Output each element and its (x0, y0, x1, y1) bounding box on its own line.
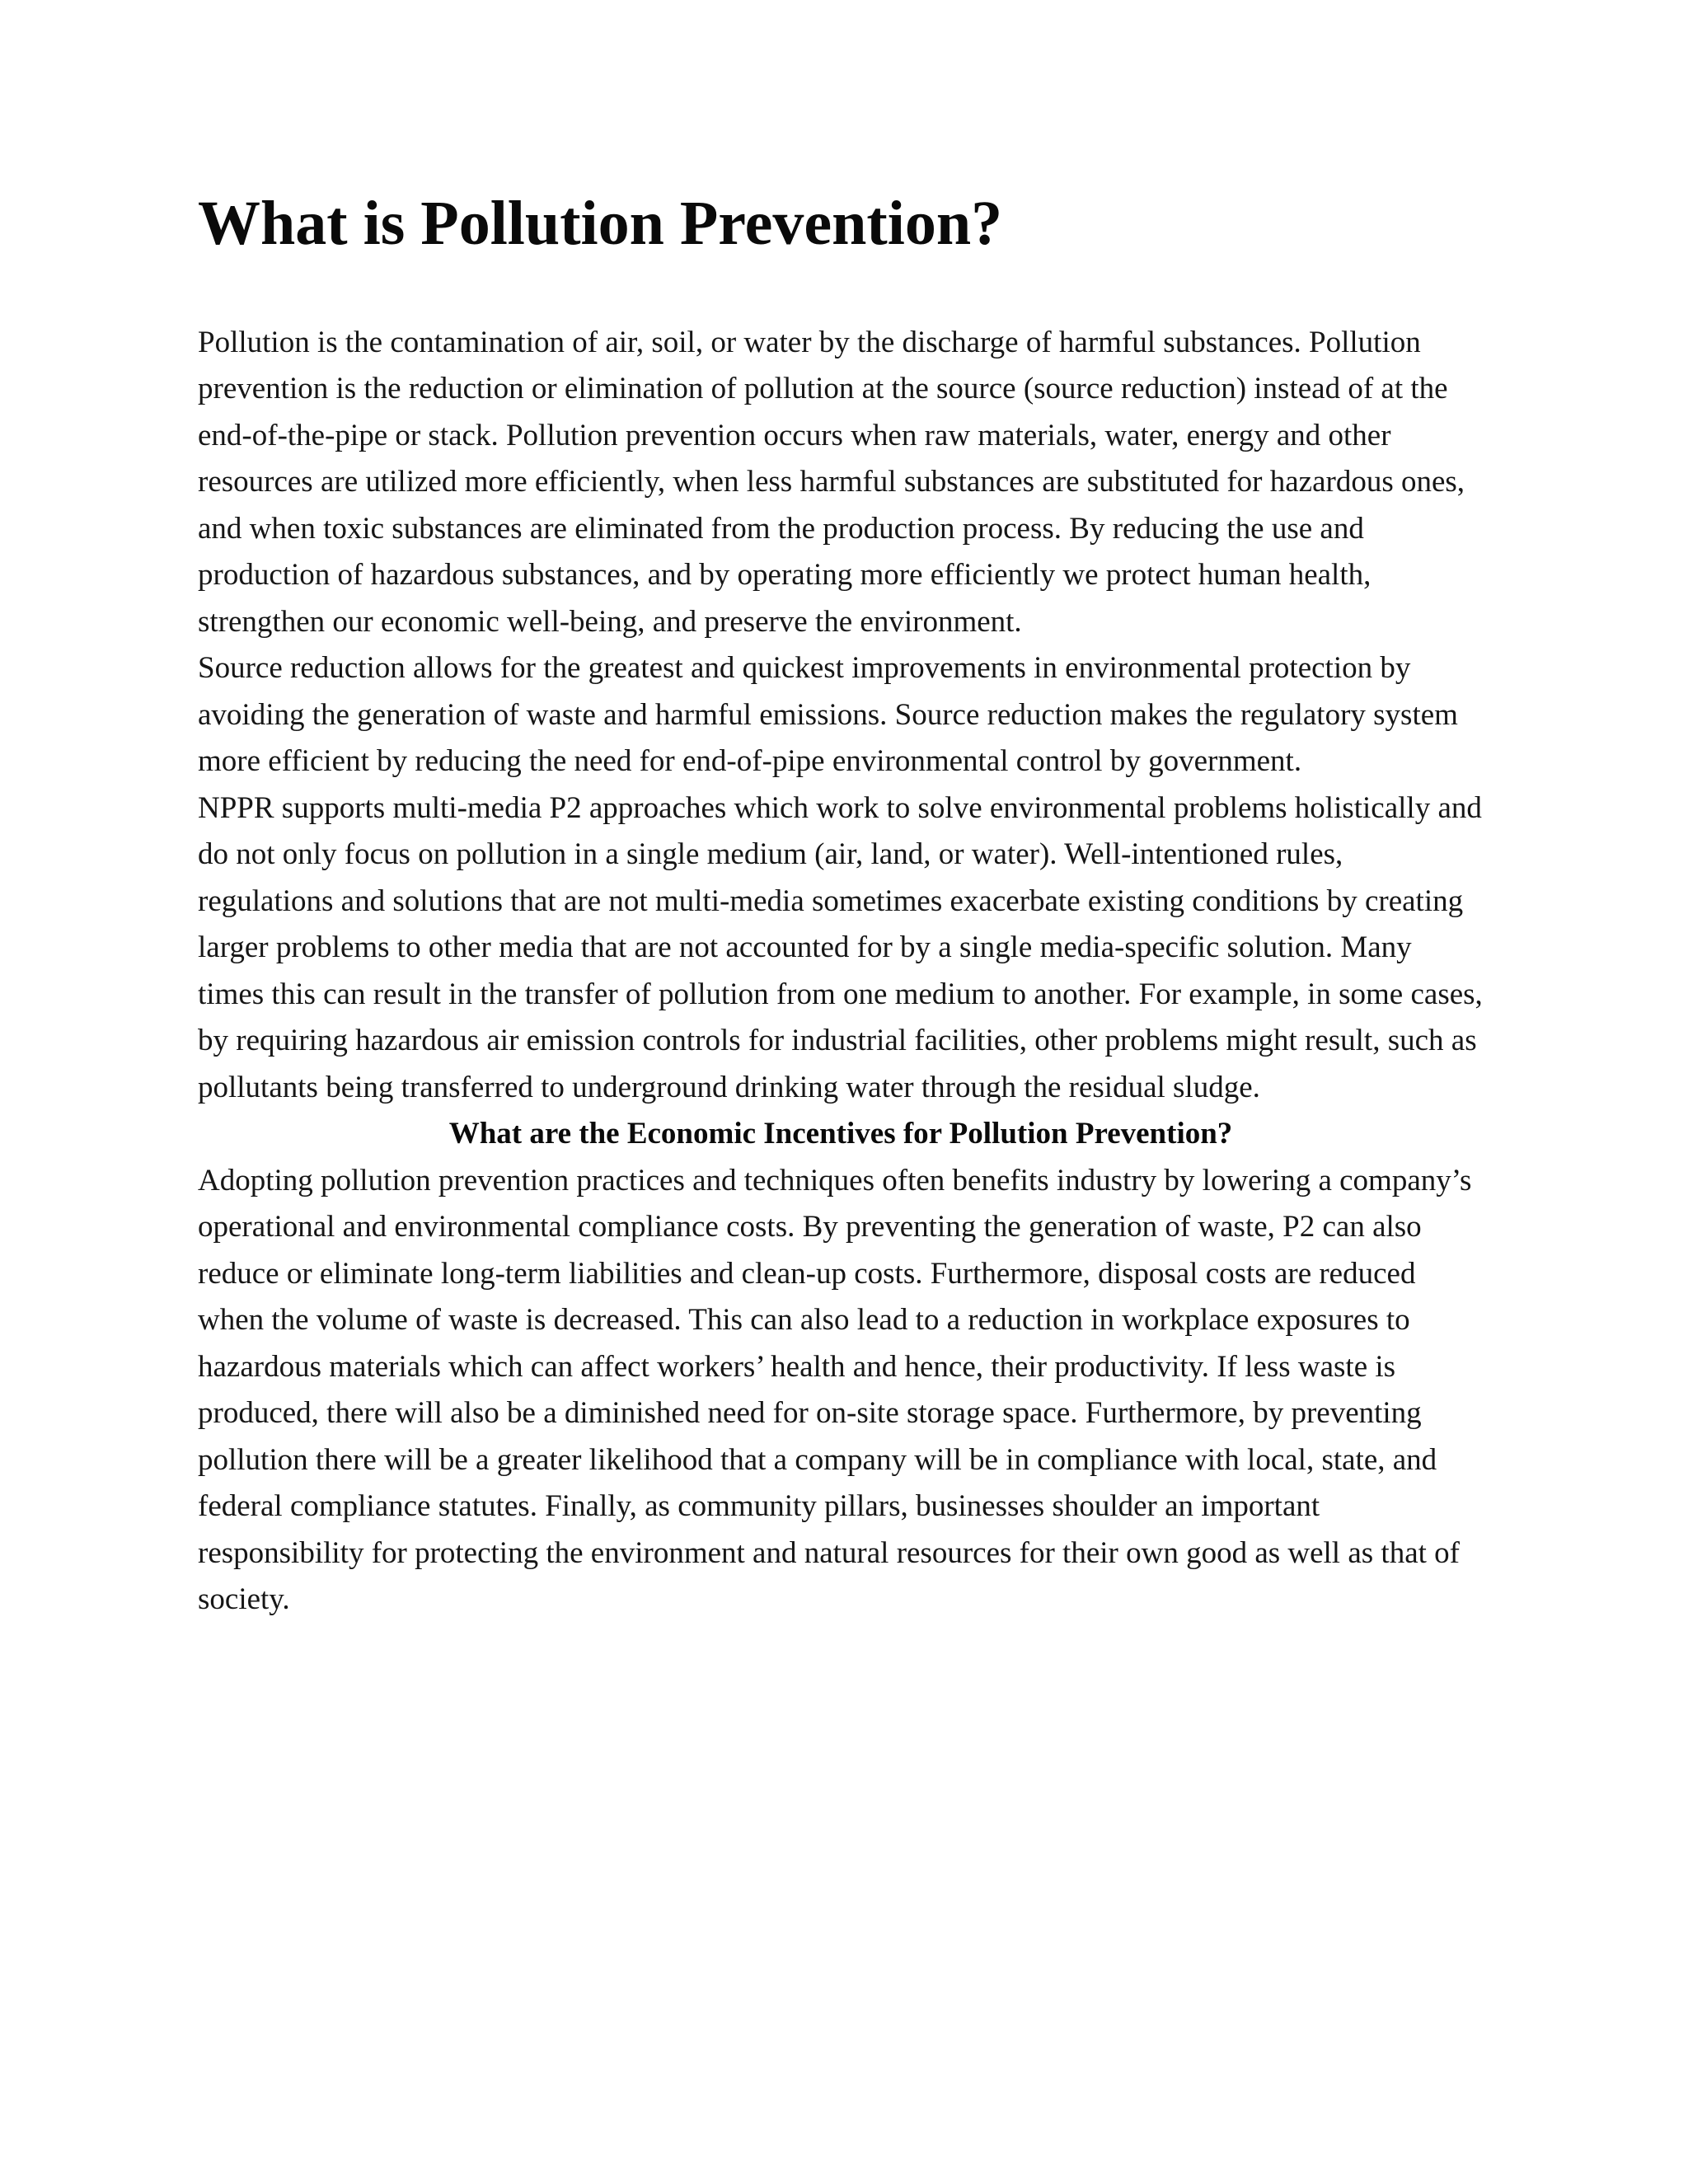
page-title: What is Pollution Prevention? (198, 189, 1003, 258)
paragraph-definition: Pollution is the contamination of air, soil, or water by the discharge of harmful substances. Pollution prevention is the reduction or elimination of pollution at the source (source reduction) instead of at the end-of-the-pipe or stack. Pollution prevention occurs when raw materials, water, energy and other resources are utilized more efficiently, when less harmful substances are substituted for hazardous ones, and when toxic substances are eliminated from the production process. By reducing the use and production of hazardous substances, and by operating more efficiently we protect human health, strengthen our economic well-being, and preserve the environment. (198, 325, 1465, 639)
paragraph-source-reduction: Source reduction allows for the greatest and quickest improvements in environmental protection by avoiding the generation of waste and harmful emissions. Source reduction makes the regulatory system more efficient by reducing the need for end-of-pipe environmental control by government. (198, 651, 1458, 779)
document-page (198, 190, 1484, 1624)
paragraph-economic-incentives: Adopting pollution prevention practices and techniques often benefits industry by lowering a company’s operational and environmental compliance costs. By preventing the generation of waste, P2 can also reduce or eliminate long-term liabilities and clean-up costs. Furthermore, disposal costs are reduced when the volume of waste is decreased. This can also lead to a reduction in workplace exposures to hazardous materials which can affect workers’ health and hence, their productivity. If less waste is produced, there will also be a diminished need for on-site storage space. Furthermore, by preventing pollution there will be a greater likelihood that a company will be in compliance with local, state, and federal compliance statutes. Finally, as community pillars, businesses shoulder an important responsibility for protecting the environment and natural resources for their own good as well as that of society. (198, 1163, 1472, 1617)
section-heading-economic-incentives: What are the Economic Incentives for Pollution Prevention? (448, 1117, 1233, 1151)
paragraph-multi-media: NPPR supports multi-media P2 approaches which work to solve environmental problems holistically and do not only focus on pollution in a single medium (air, land, or water). Well-intentioned rules, regulations and solutions that are not multi-media sometimes exacerbate existing conditions by creating larger problems to other media that are not accounted for by a single media-specific solution. Many times this can result in the transfer of pollution from one medium to another. For example, in some cases, by requiring hazardous air emission controls for industrial facilities, other problems might result, such as pollutants being transferred to underground drinking water through the residual sludge. (198, 790, 1483, 1104)
